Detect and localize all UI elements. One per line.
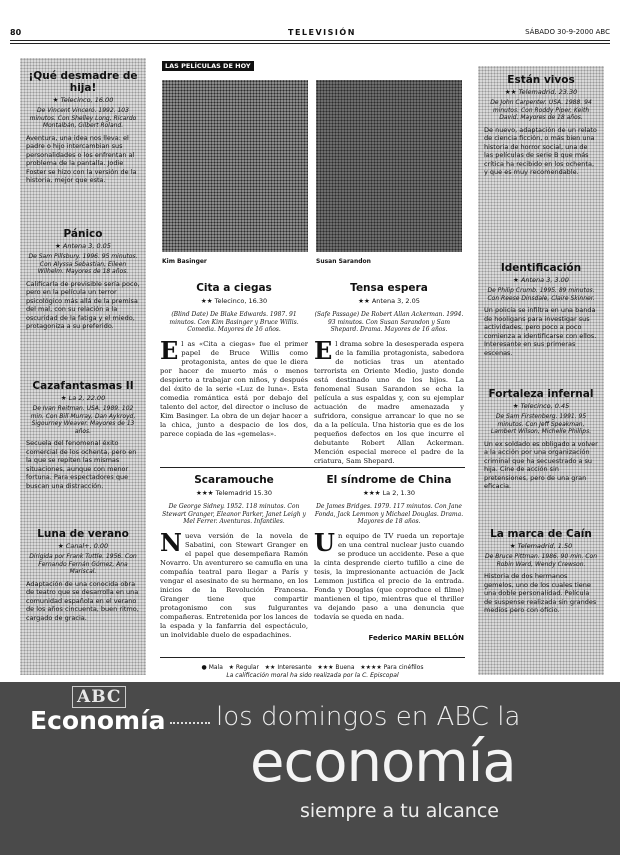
film-review-1 xyxy=(160,282,308,439)
film-credits: De George Sidney. 1952. 118 minutos. Con Stewart Granger, Eleanor Parker, Janet Leigh y Mel Ferrer. Aventuras. Infantiles. xyxy=(162,503,306,525)
film-title: Luna de verano xyxy=(37,528,129,540)
ad-tagline-top: los domingos en ABC la xyxy=(216,702,521,732)
legend-item: ● Mala xyxy=(201,664,223,671)
film-credits: De Sam Pillsbury. 1996. 95 minutos. Con Alyssa Sebastian, Eileen Wilhelm. Mayores de 18 años. xyxy=(28,253,138,275)
legend-item: ★★★★ Para cinéfilos xyxy=(360,664,424,671)
sidebar-film-4 xyxy=(26,528,140,622)
film-title: ¡Qué desmadre de hija! xyxy=(28,70,138,94)
right-sidebar xyxy=(478,66,604,675)
film-title: Pánico xyxy=(63,228,103,240)
left-sidebar xyxy=(20,58,146,675)
legend-rule xyxy=(160,657,465,658)
center-divider xyxy=(160,467,465,468)
film-title: Identificación xyxy=(500,262,582,274)
film-title: Fortaleza infernal xyxy=(488,388,594,400)
film-title: Están vivos xyxy=(507,74,575,86)
film-rating: ★★★ La 2, 1.30 xyxy=(363,489,415,497)
film-credits: De Philip Crumb. 1995. 89 minutos. Con Reese Dinsdale, Claire Skinner. xyxy=(487,287,595,302)
photo-caption: Kim Basinger xyxy=(162,258,207,265)
abc-economia-ad xyxy=(0,682,620,855)
film-channel: ★ Antena 3, 3.00 xyxy=(513,276,569,284)
film-rating: ★★ Telecinco, 16.30 xyxy=(200,297,268,305)
ad-headline: economía xyxy=(250,730,516,795)
header-rule xyxy=(10,40,610,41)
film-review: Un ex soldado es obligado a volver a la acción por una organización criminal que ha secuestrado a su hija. Cine de acción sin pretensiones, pero de una gran eficacia. xyxy=(484,439,598,490)
film-channel: ★ Telecinco, 0.45 xyxy=(512,402,570,410)
film-title: El síndrome de China xyxy=(326,474,452,486)
drop-cap: N xyxy=(160,527,182,557)
film-review: Historia de dos hermanos gemelos, uno de los cuales tiene una doble personalidad. Película de suspense realizada sin grandes medios pero con oficio. xyxy=(484,572,597,614)
film-channel: ★ Antena 3, 0.05 xyxy=(55,242,111,250)
film-channel: ★ Canal+, 0.00 xyxy=(57,542,109,550)
ad-tagline-bottom: siempre a tu alcance xyxy=(300,800,499,822)
drop-cap: E xyxy=(314,335,333,365)
film-review-2 xyxy=(314,282,464,466)
legend-item: ★★ Interesante xyxy=(264,664,312,671)
film-body-text: ueva versión de la novela de Sabatini, con Stewart Granger en el papel que desempeñara Ramón Novarro. Un aventurero se camufla en una compañía teatral para llegar a París y vengar el asesinato de su hermano, en los inicios de la Revolución Francesa. Granger tiene que compartir protagonismo con sus fulgurantes compañeras. Entretenida por los lances de la espada y la fanfarria del espectáculo, un inolvidable duelo de espadachines. xyxy=(160,531,308,639)
film-rating: ★★ Antena 3, 2.05 xyxy=(358,297,420,305)
page-number: 80 xyxy=(10,28,22,37)
film-body xyxy=(314,527,464,622)
sidebar-film-2 xyxy=(26,228,140,331)
film-channel: ★ La 2, 22.00 xyxy=(60,394,106,402)
film-credits: Dirigida por Frank Tuttle. 1956. Con Fernando Fernán Gómez, Ana Mariscal. xyxy=(29,553,137,575)
section-title: TELEVISIÓN xyxy=(288,28,356,37)
film-review: Aventura, una idea nos lleva: el padre o hijo intercambian sus personalidades o los enfrentan al problema de la pantalla. Jodie Foster se hizo con la versión de la historia, mejor que esta. xyxy=(26,133,137,184)
film-credits: De Vincent Vinceró. 1992. 103 minutos. Con Shelley Long, Ricardo Montalbán, Gilbert Roland. xyxy=(29,107,137,129)
legend-note: La calificación moral ha sido realizada por la C. Episcopal xyxy=(226,672,399,679)
film-body xyxy=(160,527,308,640)
drop-cap: U xyxy=(314,527,335,557)
photo-susan-sarandon xyxy=(316,80,462,252)
film-body-text: l as «Cita a ciegas» fue el primer papel de Bruce Willis como protagonista, antes de que le diera por hacer de muerto más o menos despierto a trabajar con niños, y después del éxito de la serie «Luz de luna». Esta comedia romántica está por debajo del talento del actor, del director o incluso de Kim Basinger. La obra de un dejar hacer a la chica, junto a despacio de los dos, parece copiada de las «gemelas». xyxy=(160,339,308,438)
film-body-text: n equipo de TV rueda un reportaje en una central nuclear justo cuando se produce un accidente. Pese a que la cinta desprende cierto tufillo a cine de tesis, la impresionante actuación de Jack Lemmon justifica el precio de la entrada. Fonda y Douglas (que coproduce el filme) mantienen el tipo, mientras que el thriller va dejando paso a una denuncia que todavía se queda en nada. xyxy=(314,531,464,621)
header-rule-thin xyxy=(10,43,610,44)
sidebar-film-7 xyxy=(484,388,598,491)
sidebar-film-1 xyxy=(26,70,140,185)
films-today-tag: LAS PELÍCULAS DE HOY xyxy=(162,61,254,71)
film-credits: (Blind Date) De Blake Edwards. 1987. 91 minutos. Con Kim Basinger y Bruce Willis. Comedia. Mayores de 16 años. xyxy=(169,311,299,333)
ad-section-title: Economía xyxy=(30,706,166,735)
ad-dotted-line xyxy=(170,722,210,724)
film-title: Scaramouche xyxy=(194,474,274,486)
photo-caption: Susan Sarandon xyxy=(316,258,371,265)
rating-legend xyxy=(160,664,465,679)
film-review-3 xyxy=(160,474,308,640)
legend-item: ★★★ Buena xyxy=(317,664,355,671)
film-body-text: l drama sobre la desesperada espera de la familia protagonista, sabedora de noticias tras un atentado terrorista en Oriente Medio, justo donde está destinado uno de los hijos. La fenomenal Susan Sarandon se echa la película a sus espaldas y, con su ejemplar actuación de madre amenazada y sufridora, consigue arrancar lo que no se da a la película. Una historia que es de los pequeños defectos en los que incurre el debutante Robert Allan Ackerman. Mención especial merece el padre de la criatura, Sam Shepard. xyxy=(314,339,464,465)
film-credits: De Ivan Reitman. USA. 1989. 102 min. Con Bill Murray, Dan Aykroyd, Sigourney Weaver. Mayores de 13 años. xyxy=(30,405,136,435)
film-credits: De John Carpenter. USA. 1988. 94 minutos. Con Roddy Piper, Keith David. Mayores de 18 años. xyxy=(490,99,592,121)
film-channel: ★ Telecinco, 16.00 xyxy=(52,96,114,104)
film-title: La marca de Caín xyxy=(490,528,592,540)
sidebar-film-6 xyxy=(484,262,598,357)
film-credits: De Sam Firstenberg. 1991. 95 minutos. Con Jeff Speakman, Lambert Wilson, Michelle Phillips. xyxy=(490,413,592,435)
sidebar-film-5 xyxy=(484,74,598,177)
photo-kim-basinger xyxy=(162,80,308,252)
sidebar-film-3 xyxy=(26,380,140,490)
film-review: Secuela del fenomenal éxito comercial de los ochenta, pero en la que se repiten las mismas situaciones, aunque con menor fortuna. Para espectadores que buscan una distracción. xyxy=(26,439,137,490)
legend-item: ★ Regular xyxy=(228,664,259,671)
legend-items xyxy=(160,664,465,671)
author-byline: Federico MARÍN BELLÓN xyxy=(368,634,464,642)
sidebar-film-8 xyxy=(484,528,598,615)
film-credits: De Bruce Pittman. 1986. 90 min. Con Robin Ward, Wendy Crewson. xyxy=(484,553,598,568)
film-review: De nuevo, adaptación de un relato de ciencia ficción, o más bien una historia de horror social, una de las películas de serie B que más crítica ha recibido en los ochenta, y que es muy recomendable. xyxy=(484,125,597,176)
film-channel: ★ Telemadrid, 1.50 xyxy=(509,542,573,550)
film-credits: (Safe Passage) De Robert Allan Ackerman. 1994. 93 minutos. Con Susan Sarandon y Sam Shepard. Drama. Mayores de 16 años. xyxy=(314,311,464,333)
film-review: Calificarla de previsible sería poco, pero en la película un terror psicológico más allá de la premisa del mal, con su relación a la oscuridad de la fatiga y el miedo, protagoniza a su preferido. xyxy=(26,279,140,330)
drop-cap: E xyxy=(160,335,179,365)
film-review: Adaptación de una conocida obra de teatro que se desarrolla en una comunidad española en el verano de los años cincuenta, buen ritmo, cargado de gracia. xyxy=(26,579,139,622)
film-body xyxy=(314,335,464,466)
film-body xyxy=(160,335,308,439)
film-review-4 xyxy=(314,474,464,622)
film-title: Cita a ciegas xyxy=(196,282,272,294)
film-review: Un policía se infiltra en una banda de hooligans para investigar sus actividades, pero poco a poco comienza a identificarse con ellos. Interesante en sus primeras escenas. xyxy=(484,306,597,357)
film-title: Cazafantasmas II xyxy=(32,380,134,392)
abc-logo: ABC xyxy=(72,686,126,708)
film-credits: De James Bridges. 1979. 117 minutos. Con Jane Fonda, Jack Lemmon y Michael Douglas. Drama. Mayores de 18 años. xyxy=(314,503,464,525)
film-channel: ★★ Telemadrid, 23.30 xyxy=(504,88,578,96)
film-rating: ★★★ Telemadrid 15.30 xyxy=(196,489,272,497)
issue-date: SÁBADO 30-9-2000 ABC xyxy=(525,28,610,36)
film-title: Tensa espera xyxy=(350,282,428,294)
